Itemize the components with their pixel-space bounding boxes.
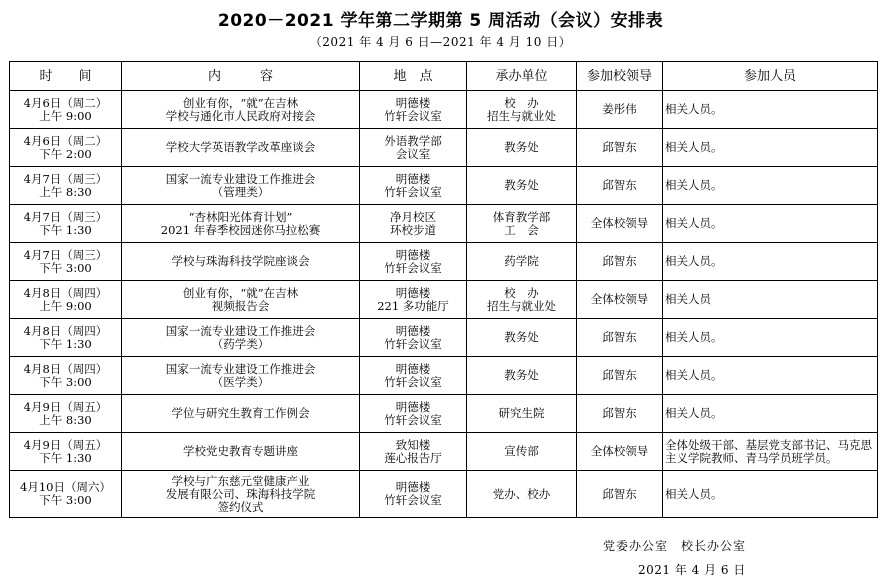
row-leader-cell (577, 129, 663, 167)
row-persons-text: 相关人员。 (665, 368, 723, 382)
row-organizer-cell (467, 243, 577, 281)
row-organizer-text: 校 办 招生与就业处 (487, 285, 556, 313)
row-place-text: 明德楼 221 多功能厅 (377, 285, 449, 313)
row-organizer-cell (467, 471, 577, 518)
row-persons-text: 相关人员。 (665, 406, 723, 420)
row-place-cell (360, 395, 467, 433)
row-content-cell (122, 243, 360, 281)
row-organizer-cell (467, 357, 577, 395)
row-leader-text: 邱智东 (602, 368, 637, 382)
row-time-text: 4月6日（周二） 上午 9:00 (23, 95, 108, 123)
row-place-text: 外语教学部 会议室 (384, 133, 442, 161)
row-leader-text: 邱智东 (602, 254, 637, 268)
row-leader-cell (577, 319, 663, 357)
row-time-cell (10, 91, 122, 129)
header-time: 时 间 (10, 62, 122, 91)
row-organizer-cell (467, 395, 577, 433)
row-leader-cell (577, 91, 663, 129)
row-content-text: 国家一流专业建设工作推进会 （管理类） (165, 171, 316, 199)
table-row (10, 129, 878, 167)
row-place-text: 明德楼 竹轩会议室 (384, 247, 442, 275)
row-leader-text: 邱智东 (602, 140, 637, 154)
row-leader-text: 全体校领导 (590, 444, 649, 458)
row-organizer-text: 研究生院 (498, 406, 545, 420)
row-leader-text: 姜彤伟 (602, 102, 637, 116)
row-persons-cell (663, 357, 878, 395)
row-time-cell (10, 433, 122, 471)
row-persons-text: 相关人员。 (665, 330, 723, 344)
row-time-cell (10, 471, 122, 518)
table-row (10, 91, 878, 129)
row-place-cell (360, 319, 467, 357)
row-persons-text: 相关人员。 (665, 140, 723, 154)
header-place: 地 点 (360, 62, 467, 91)
row-organizer-cell (467, 433, 577, 471)
row-organizer-cell (467, 319, 577, 357)
issuing-office: 党委办公室 校长办公室 (603, 539, 747, 553)
row-leader-cell (577, 205, 663, 243)
row-place-cell (360, 129, 467, 167)
row-content-cell (122, 205, 360, 243)
row-time-text: 4月8日（周四） 下午 1:30 (23, 323, 108, 351)
row-persons-cell (663, 205, 878, 243)
row-content-cell (122, 433, 360, 471)
row-organizer-text: 教务处 (504, 140, 539, 154)
row-leader-cell (577, 357, 663, 395)
row-content-cell (122, 129, 360, 167)
row-persons-cell (663, 471, 878, 518)
row-time-cell (10, 205, 122, 243)
table-row (10, 281, 878, 319)
row-leader-cell (577, 281, 663, 319)
row-persons-text: 全体处级干部、基层党支部书记、马克思主义学院教师、青马学员班学员。 (665, 437, 872, 465)
row-persons-cell (663, 433, 878, 471)
row-content-text: 学校与广东慈元堂健康产业 发展有限公司、珠海科技学院 签约仪式 (165, 473, 316, 514)
row-organizer-cell (467, 91, 577, 129)
row-content-text: 学校党史教育专题讲座 (183, 444, 298, 458)
row-content-cell (122, 91, 360, 129)
row-time-text: 4月9日（周五） 下午 1:30 (23, 437, 108, 465)
schedule-table (9, 61, 878, 518)
row-persons-text: 相关人员。 (665, 216, 723, 230)
header-persons: 参加人员 (663, 62, 878, 91)
row-content-cell (122, 167, 360, 205)
row-organizer-text: 宣传部 (504, 444, 539, 458)
row-persons-cell (663, 319, 878, 357)
row-place-text: 明德楼 竹轩会议室 (384, 361, 442, 389)
row-leader-cell (577, 433, 663, 471)
row-organizer-text: 教务处 (504, 178, 539, 192)
row-persons-text: 相关人员。 (665, 178, 723, 192)
row-leader-text: 邱智东 (602, 330, 637, 344)
row-content-cell (122, 395, 360, 433)
row-persons-text: 相关人员。 (665, 254, 723, 268)
row-content-text: 学校与珠海科技学院座谈会 (171, 254, 310, 268)
date-range-subtitle: （2021 年 4 月 6 日—2021 年 4 月 10 日） (309, 35, 572, 49)
row-leader-cell (577, 471, 663, 518)
row-time-cell (10, 167, 122, 205)
row-leader-text: 全体校领导 (590, 216, 649, 230)
row-leader-text: 全体校领导 (590, 292, 649, 306)
row-organizer-text: 党办、校办 (492, 486, 551, 501)
row-organizer-text: 体育教学部 工 会 (492, 209, 551, 237)
row-time-cell (10, 281, 122, 319)
table-row (10, 319, 878, 357)
row-persons-cell (663, 167, 878, 205)
header-leader: 参加校领导 (577, 62, 663, 91)
row-content-text: 学位与研究生教育工作例会 (171, 406, 310, 420)
row-leader-text: 邱智东 (602, 406, 637, 420)
row-place-cell (360, 433, 467, 471)
row-place-cell (360, 243, 467, 281)
row-content-text: 国家一流专业建设工作推进会 （药学类） (165, 323, 316, 351)
row-content-cell (122, 281, 360, 319)
row-content-text: 学校大学英语教学改革座谈会 (165, 140, 316, 154)
row-organizer-cell (467, 167, 577, 205)
row-leader-cell (577, 395, 663, 433)
row-time-text: 4月9日（周五） 上午 8:30 (23, 399, 108, 427)
row-time-text: 4月8日（周四） 下午 3:00 (23, 361, 108, 389)
row-place-text: 净月校区 环校步道 (390, 209, 436, 237)
row-place-text: 致知楼 莲心报告厅 (384, 437, 442, 465)
row-place-cell (360, 205, 467, 243)
row-content-cell (122, 357, 360, 395)
row-leader-cell (577, 243, 663, 281)
row-time-text: 4月7日（周三） 上午 8:30 (23, 171, 108, 199)
row-time-text: 4月6日（周二） 下午 2:00 (23, 133, 108, 161)
table-row (10, 395, 878, 433)
row-content-text: 创业有你，“就”在吉林 学校与通化市人民政府对接会 (165, 95, 316, 123)
row-persons-text: 相关人员。 (665, 102, 723, 116)
row-time-text: 4月10日（周六） 下午 3:00 (20, 480, 111, 507)
row-time-cell (10, 319, 122, 357)
row-place-cell (360, 91, 467, 129)
table-row (10, 167, 878, 205)
row-place-cell (360, 357, 467, 395)
row-time-text: 4月8日（周四） 上午 9:00 (23, 285, 108, 313)
row-organizer-text: 校 办 招生与就业处 (487, 95, 556, 123)
row-persons-cell (663, 281, 878, 319)
row-organizer-text: 药学院 (504, 254, 539, 268)
row-time-cell (10, 357, 122, 395)
row-time-cell (10, 129, 122, 167)
row-place-cell (360, 281, 467, 319)
row-content-text: “杏林阳光体育计划” 2021 年春季校园迷你马拉松赛 (160, 209, 321, 237)
issue-date: 2021 年 4 月 6 日 (638, 563, 746, 577)
row-persons-cell (663, 91, 878, 129)
table-row (10, 471, 878, 518)
row-persons-cell (663, 243, 878, 281)
row-place-text: 明德楼 竹轩会议室 (384, 95, 442, 123)
row-organizer-cell (467, 129, 577, 167)
page-title: 2020－2021 学年第二学期第 5 周活动（会议）安排表 (217, 11, 664, 31)
row-place-text: 明德楼 竹轩会议室 (384, 323, 442, 351)
row-leader-cell (577, 167, 663, 205)
row-time-cell (10, 243, 122, 281)
row-content-cell (122, 471, 360, 518)
table-row (10, 433, 878, 471)
row-place-text: 明德楼 竹轩会议室 (384, 399, 442, 427)
row-time-text: 4月7日（周三） 下午 1:30 (23, 209, 108, 237)
row-persons-text: 相关人员 (665, 292, 711, 306)
row-organizer-cell (467, 205, 577, 243)
table-row (10, 205, 878, 243)
row-organizer-text: 教务处 (504, 330, 539, 344)
row-time-text: 4月7日（周三） 下午 3:00 (23, 247, 108, 275)
header-organizer: 承办单位 (467, 62, 577, 91)
table-row (10, 357, 878, 395)
row-organizer-text: 教务处 (504, 368, 539, 382)
row-content-text: 创业有你，“就”在吉林 视频报告会 (182, 285, 299, 313)
row-persons-cell (663, 395, 878, 433)
row-leader-text: 邱智东 (602, 486, 637, 501)
row-organizer-cell (467, 281, 577, 319)
table-header-row (10, 62, 878, 91)
row-place-text: 明德楼 竹轩会议室 (384, 171, 442, 199)
row-persons-cell (663, 129, 878, 167)
table-row (10, 243, 878, 281)
row-place-cell (360, 471, 467, 518)
row-time-cell (10, 395, 122, 433)
row-content-text: 国家一流专业建设工作推进会 （医学类） (165, 361, 316, 389)
row-persons-text: 相关人员。 (665, 486, 723, 501)
row-content-cell (122, 319, 360, 357)
row-leader-text: 邱智东 (602, 178, 637, 192)
row-place-text: 明德楼 竹轩会议室 (384, 480, 442, 507)
header-content: 内 容 (122, 62, 360, 91)
row-place-cell (360, 167, 467, 205)
